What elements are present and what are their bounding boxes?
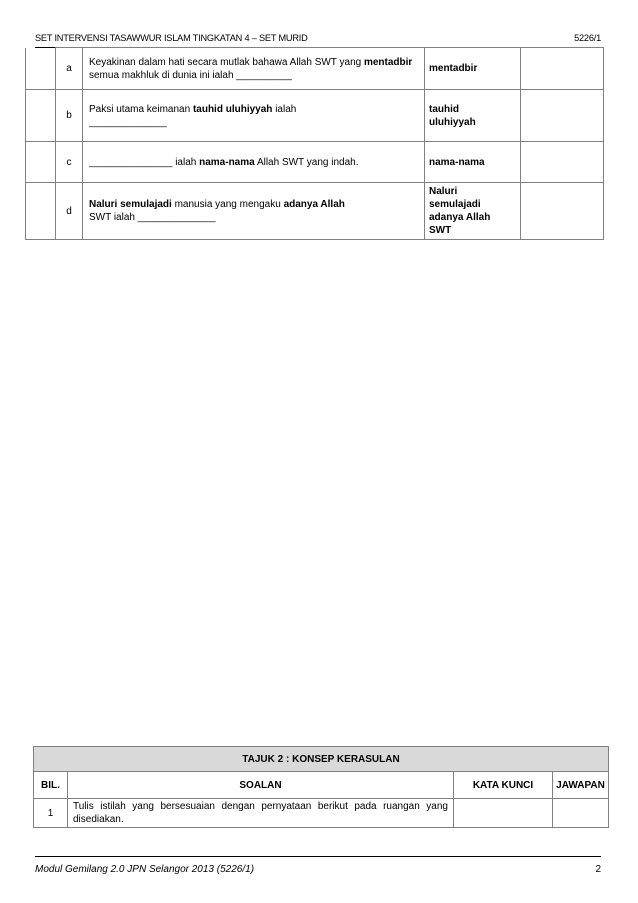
row-letter: d [56,183,83,240]
question-text: Tulis istilah yang bersesuaian dengan pernyataan berikut pada ruangan yang disediakan. [68,799,454,828]
table-row [26,48,604,90]
answer-cell[interactable] [521,142,604,183]
page-footer [35,864,601,878]
tajuk-2-table [33,746,609,828]
keyword-cell: tauhid uluhiyyah [425,90,521,142]
blank-cell [26,142,56,183]
question-text: Paksi utama keimanan tauhid uluhiyyah ialah ______________ [83,90,425,142]
answer-cell[interactable] [521,48,604,90]
answer-cell[interactable] [521,183,604,240]
answer-cell[interactable] [521,90,604,142]
footer-rule [35,856,601,857]
header-title: SET INTERVENSI TASAWWUR ISLAM TINGKATAN 4 – SET MURID [35,33,308,43]
section-title: TAJUK 2 : KONSEP KERASULAN [34,747,609,772]
column-header-bil: BIL. [34,772,68,799]
question-table-continued [25,47,604,240]
row-number: 1 [34,799,68,828]
page-number: 2 [595,864,601,875]
blank-cell [26,48,56,90]
page-header [35,33,601,47]
answer-cell[interactable] [553,799,609,828]
row-letter: b [56,90,83,142]
table-row [26,183,604,240]
blank-cell [26,183,56,240]
row-letter: c [56,142,83,183]
keyword-cell [454,799,553,828]
footer-title: Modul Gemilang 2.0 JPN Selangor 2013 (5226/1) [35,864,255,875]
keyword-cell: nama-nama [425,142,521,183]
question-text: Naluri semulajadi manusia yang mengaku adanya Allah SWT ialah ______________ [83,183,425,240]
blank-cell [26,90,56,142]
row-letter: a [56,48,83,90]
column-header-kata-kunci: KATA KUNCI [454,772,553,799]
column-header-soalan: SOALAN [68,772,454,799]
table-title-row [34,747,609,772]
table-row [26,90,604,142]
keyword-cell: mentadbir [425,48,521,90]
question-text: Keyakinan dalam hati secara mutlak bahawa Allah SWT yang mentadbir semua makhluk di dunia ini ialah __________ [83,48,425,90]
column-header-jawapan: JAWAPAN [553,772,609,799]
table-row [26,142,604,183]
table-row [34,799,609,828]
question-text: _______________ ialah nama-nama Allah SWT yang indah. [83,142,425,183]
table-header-row [34,772,609,799]
keyword-cell: Naluri semulajadi adanya Allah SWT [425,183,521,240]
header-code: 5226/1 [574,33,601,43]
